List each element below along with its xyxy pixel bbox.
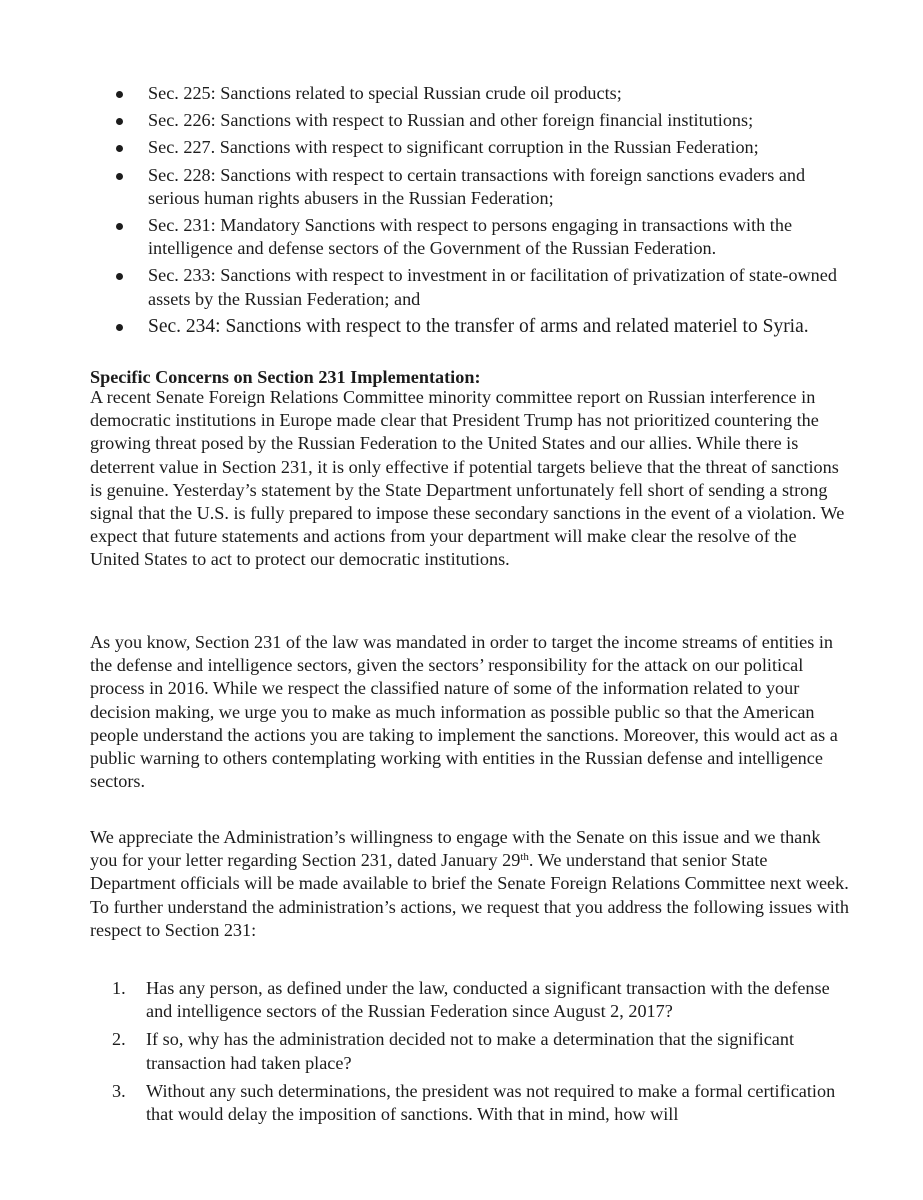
list-item-text: Sec. 227. Sanctions with respect to significant corruption in the Russian Federation; — [148, 137, 759, 158]
paragraph-section-231: As you know, Section 231 of the law was mandated in order to target the income streams of entities in the defense and intelligence sectors, given the sectors’ responsibility for the attack on our political process in 2016. While we respect the classified nature of some of the information related to your decision making, we urge you to make as much information as possible public so that the American people understand the actions you are taking to implement the sanctions. Moreover, this would act as a public warning to others contemplating working with entities in the Russian defense and intelligence sectors. — [90, 632, 838, 792]
list-item — [112, 264, 852, 310]
question-item — [112, 977, 852, 1023]
bullet-icon — [116, 223, 123, 230]
list-item — [112, 315, 852, 338]
list-item — [112, 164, 852, 210]
bullet-icon — [116, 173, 123, 180]
list-item — [112, 136, 852, 159]
list-item-text: Sec. 225: Sanctions related to special Russian crude oil products; — [148, 83, 622, 103]
paragraph-request — [90, 826, 850, 942]
list-item-text: Sec. 231: Mandatory Sanctions with respect to persons engaging in transactions with the intelligence and defense sectors of the Government of the Russian Federation. — [148, 215, 793, 259]
paragraph-request-part1: We appreciate the Administration’s willingness to engage with the Senate on this issue and we thank you for your letter regarding Section 231, dated January 29 — [90, 827, 821, 871]
question-number: 3. — [112, 1080, 126, 1101]
list-item — [112, 109, 852, 132]
ordinal-suffix: th — [520, 851, 529, 864]
list-item-text: Sec. 228: Sanctions with respect to certain transactions with foreign sanctions evaders and serious human rights abusers in the Russian Federation; — [148, 164, 806, 208]
section-heading: Specific Concerns on Section 231 Implementation: — [90, 367, 481, 387]
bullet-icon — [116, 273, 123, 280]
question-number: 1. — [112, 978, 126, 998]
list-item-text: Sec. 226: Sanctions with respect to Russian and other foreign financial institutions; — [148, 110, 754, 131]
question-text: Without any such determinations, the president was not required to make a formal certification that would delay the imposition of sanctions. With that in mind, how will — [146, 1080, 836, 1125]
bullet-icon — [116, 91, 123, 98]
paragraph-request-part2: . We understand that senior State Department officials will be made available to brief the Senate Foreign Relations Committee next week. To further understand the administration’s actions, we request that you address the following issues with respect to Section 231: — [90, 850, 849, 940]
bullet-icon — [116, 118, 123, 125]
question-number: 2. — [112, 1029, 126, 1050]
list-item-text: Sec. 234: Sanctions with respect to the transfer of arms and related materiel to Syria. — [148, 315, 809, 337]
question-item — [112, 1080, 852, 1126]
questions-list — [112, 977, 852, 1131]
list-item-text: Sec. 233: Sanctions with respect to investment in or facilitation of privatization of state-owned assets by the Russian Federation; and — [148, 265, 837, 309]
question-item — [112, 1028, 852, 1074]
bullet-icon — [116, 145, 123, 152]
list-item — [112, 214, 852, 260]
bullet-icon — [116, 324, 123, 331]
paragraph-concerns: A recent Senate Foreign Relations Committee minority committee report on Russian interference in democratic institutions in Europe made clear that President Trump has not prioritized countering the growing threat posed by the Russian Federation to the United States and our allies. While there is deterrent value in Section 231, it is only effective if potential targets believe that the threat of sanctions is genuine. Yesterday’s statement by the State Department unfortunately fell short of sending a strong signal that the U.S. is fully prepared to impose these secondary sanctions in the event of a violation. We expect that future statements and actions from your department will make clear the resolve of the United States to act to protect our democratic institutions. — [90, 387, 845, 570]
list-item — [112, 82, 852, 105]
question-text: Has any person, as defined under the law, conducted a significant transaction with the defense and intelligence sectors of the Russian Federation since August 2, 2017? — [146, 978, 830, 1022]
sanctions-section-list — [112, 82, 852, 342]
question-text: If so, why has the administration decided not to make a determination that the significant transaction had taken place? — [146, 1029, 795, 1073]
